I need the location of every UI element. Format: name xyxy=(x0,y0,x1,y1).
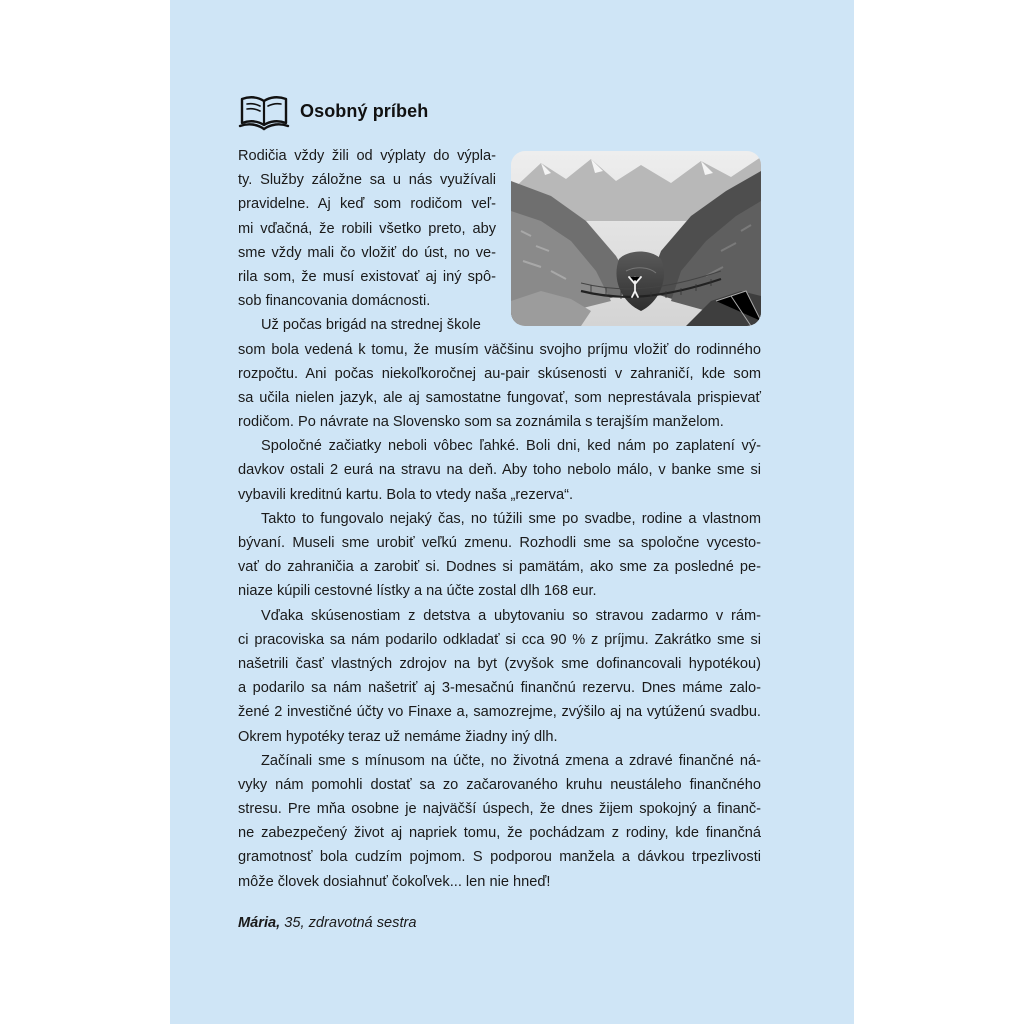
text-line: sme vždy mali čo vložiť do úst, no ve- xyxy=(238,244,496,261)
text-line: ne zabezpečený život aj napriek tomu, že pochádzam z rodiny, kde finančná xyxy=(238,825,761,842)
text-line: sa učila nielen jazyk, ale aj samostatne fungovať, som neprestávala prispievať xyxy=(238,389,761,406)
text-line: ci pracoviska sa nám podarilo odkladať si cca 90 % z príjmu. Zakrátko sme si xyxy=(238,631,761,648)
text-line: ty. Služby záložne sa u nás využívali xyxy=(238,172,496,189)
text-line: vať do zahraničia a zarobiť si. Dodnes si pamätám, ako sme za posledné pe- xyxy=(238,559,761,576)
book-page xyxy=(170,0,854,1024)
text-line: môže človek dosiahnuť čokoľvek... len nie hneď! xyxy=(238,873,551,890)
text-line: rodičom. Po návrate na Slovensko som sa zoznámila s terajším manželom. xyxy=(238,414,724,431)
text-line: som bola vedená k tomu, že musím väčšinu svojho príjmu vložiť do rodinného xyxy=(238,341,761,358)
text-line: mi vďačná, že robili všetko preto, aby xyxy=(238,220,496,237)
text-line: vyky nám pomohli dostať sa zo začarovaného kruhu neustáleho finančného xyxy=(238,776,761,793)
author-signature xyxy=(238,915,416,931)
section-header xyxy=(238,84,428,138)
text-line: našetrili časť vlastných zdrojov na byt (zvyšok sme dofinancovali hypotékou) xyxy=(238,655,761,672)
text-line: rozpočtu. Ani počas niekoľkoročnej au-pair skúsenosti v zahraničí, kde som xyxy=(238,365,761,382)
text-line: Začínali sme s mínusom na účte, no životná zmena a zdravé finančné ná- xyxy=(261,752,761,769)
open-book-icon xyxy=(238,90,290,132)
text-line: Takto to fungovalo nejaký čas, no túžili sme po svadbe, rodine a vlastnom xyxy=(261,510,761,527)
text-line: gramotnosť bola cudzím pojmom. S podporou manžela a dávkou trpezlivosti xyxy=(238,849,761,866)
text-line: Rodičia vždy žili od výplaty do výpla- xyxy=(238,148,496,164)
text-line: Už počas brigád na strednej škole xyxy=(261,317,481,334)
text-line: vybavili kreditnú kartu. Bola to vtedy naša „rezerva“. xyxy=(238,486,573,503)
text-line: a podarilo sa nám našetriť aj 3-mesačnú finančnú rezervu. Dnes máme zalo- xyxy=(238,680,761,697)
story-text xyxy=(238,144,761,894)
text-line: niaze kúpili cestovné lístky a na účte zostal dlh 168 eur. xyxy=(238,583,597,600)
text-line: Spoločné začiatky neboli vôbec ľahké. Boli dni, ked nám po zaplatení vý- xyxy=(261,438,761,455)
section-heading: Osobný príbeh xyxy=(300,100,429,121)
text-line: davkov ostali 2 eurá na stravu na deň. Aby toho nebolo málo, v banke sme si xyxy=(238,462,761,479)
author-name: Mária, xyxy=(238,915,281,931)
text-line: Okrem hypotéky teraz už nemáme žiadny iný dlh. xyxy=(238,728,558,745)
author-details: 35, zdravotná sestra xyxy=(280,915,417,931)
text-line: sob financovania domácnosti. xyxy=(238,293,431,310)
text-line: bývaní. Museli sme urobiť veľkú zmenu. Rozhodli sme sa spoločne vycesto- xyxy=(238,535,761,551)
text-line: stresu. Pre mňa osobne je najväčší úspech, že dnes žijem spokojný a finanč- xyxy=(238,801,761,818)
text-line: rila som, že musí existovať aj iný spô- xyxy=(238,268,496,285)
text-line: Vďaka skúsenostiam z detstva a ubytovaniu so stravou zadarmo v rám- xyxy=(261,607,761,624)
text-line: pravidelne. Aj keď som rodičom veľ- xyxy=(238,196,496,213)
text-line: žené 2 investičné účty vo Finaxe a, samozrejme, zvýšilo aj na vytúženú svadbu. xyxy=(238,704,761,721)
